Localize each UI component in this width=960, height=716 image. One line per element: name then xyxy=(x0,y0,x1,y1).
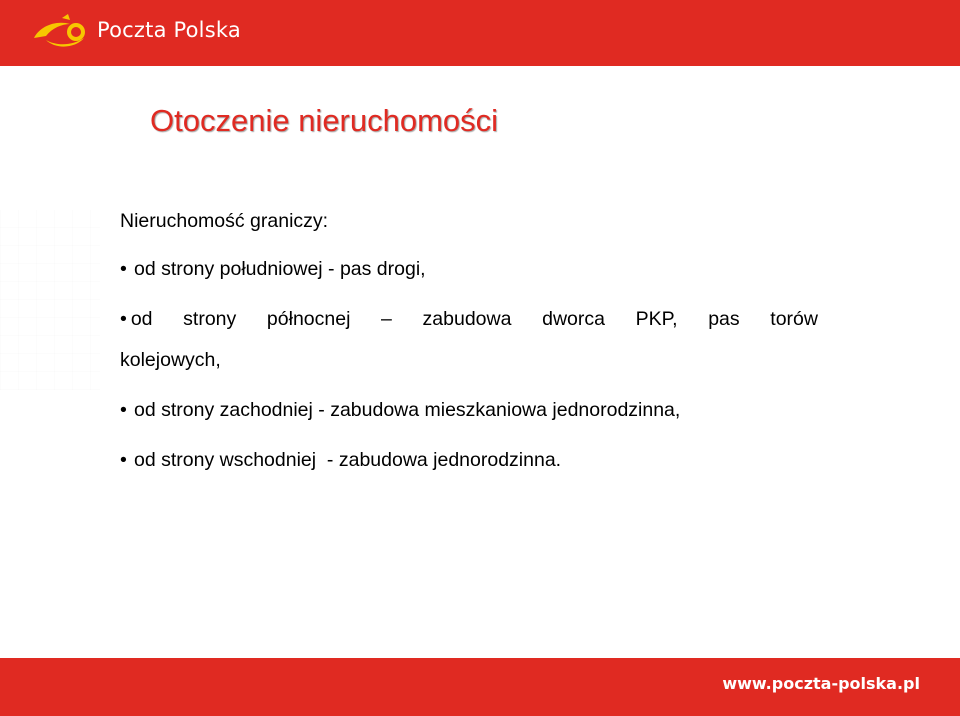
header-bar xyxy=(0,0,960,66)
bullet-icon: • od xyxy=(120,308,153,330)
bullet-item-justified xyxy=(120,308,818,331)
bullet-icon: • xyxy=(120,399,127,421)
decorative-background xyxy=(0,210,100,390)
brand-name: Poczta Polska xyxy=(97,18,241,42)
footer-url: www.poczta-polska.pl xyxy=(722,674,920,693)
bullet-word: torów xyxy=(770,308,818,330)
bullet-word: dworca xyxy=(542,308,605,330)
bullet-text: od strony wschodniej - zabudowa jednorodzinna. xyxy=(134,449,562,471)
bullet-word: strony xyxy=(183,308,237,330)
bullet-word: pas xyxy=(708,308,740,330)
bullet-text: od strony zachodniej - zabudowa mieszkaniowa jednorodzinna, xyxy=(134,399,681,421)
bullet-icon: • xyxy=(120,258,127,280)
bullet-continuation: kolejowych, xyxy=(120,349,221,371)
bullet-word: północnej xyxy=(266,308,351,330)
bullet-word: od xyxy=(130,308,153,330)
bullet-word: PKP, xyxy=(635,308,678,330)
bullet-item xyxy=(120,258,426,281)
bullet-icon: • xyxy=(120,449,127,471)
intro-text: Nieruchomość graniczy: xyxy=(120,210,329,232)
slide-title: Otoczenie nieruchomości xyxy=(150,103,499,138)
footer-bar xyxy=(0,658,960,716)
poczta-polska-logo-icon xyxy=(26,12,96,52)
bullet-item xyxy=(120,449,561,472)
bullet-word: zabudowa xyxy=(422,308,512,330)
bullet-word: – xyxy=(381,308,392,330)
bullet-text: od strony południowej - pas drogi, xyxy=(134,258,426,280)
bullet-item xyxy=(120,399,680,422)
